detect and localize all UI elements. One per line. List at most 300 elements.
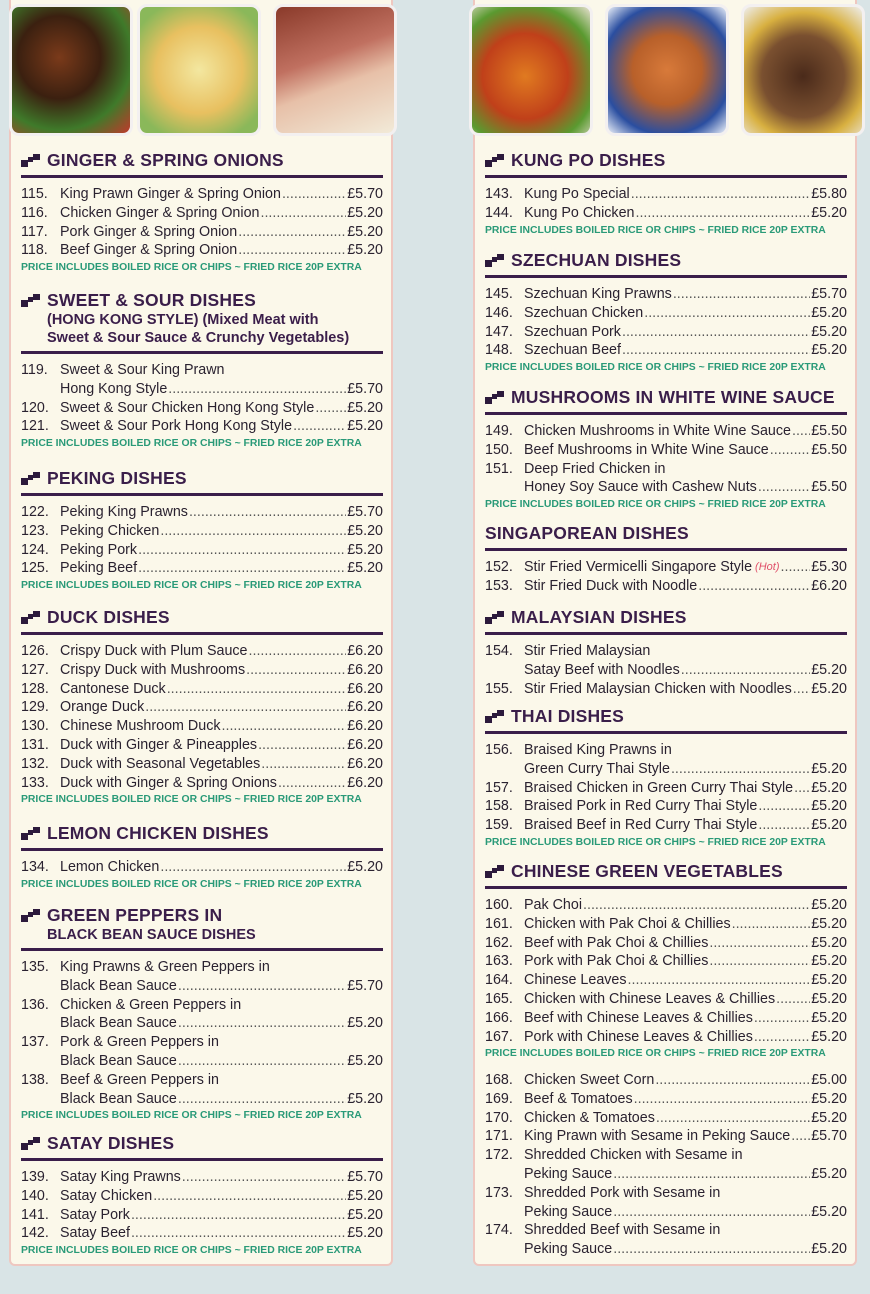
dot-leader [793, 680, 810, 699]
menu-item [485, 1184, 847, 1203]
item-price: £5.20 [347, 560, 383, 577]
photo-sweet-sour [469, 4, 593, 136]
item-number: 161. [485, 915, 513, 932]
item-number: 119. [21, 362, 48, 378]
section-heading [485, 706, 847, 727]
menu-item [21, 417, 383, 436]
section-bullet-icon [21, 472, 41, 486]
menu-item [21, 1206, 383, 1225]
item-name: Pork & Green Peppers in [60, 1034, 219, 1051]
item-number: 149. [485, 423, 513, 439]
item-price: £6.20 [347, 774, 383, 791]
item-name: Kung Po Chicken [524, 204, 635, 221]
menu-section [21, 823, 383, 893]
price-note: PRICE INCLUDES BOILED RICE OR CHIPS ~ FRIED RICE 20P EXTRA [21, 580, 362, 592]
item-number: 162. [485, 934, 513, 951]
item-number: 154. [485, 643, 513, 659]
dot-leader [145, 698, 346, 717]
menu-item [21, 755, 383, 774]
item-price: £5.20 [811, 342, 847, 359]
photo-beef-vegetables [741, 4, 865, 136]
menu-item [485, 422, 847, 441]
menu-item [21, 223, 383, 242]
dot-leader [634, 1090, 811, 1109]
item-name: Cantonese Duck [60, 680, 166, 697]
menu-item [21, 241, 383, 260]
item-name: Chinese Leaves [524, 972, 627, 989]
item-price: £5.20 [347, 1206, 383, 1223]
section-bullet-icon [485, 154, 505, 168]
dot-leader [754, 1009, 810, 1028]
item-name: Sweet & Sour Pork Hong Kong Style [60, 418, 293, 435]
item-name: Lemon Chicken [60, 859, 160, 875]
item-price: £5.70 [347, 186, 383, 202]
menu-section [485, 861, 847, 1062]
menu-item [485, 204, 847, 223]
item-name: Black Bean Sauce [60, 977, 177, 994]
item-name: Beef Mushrooms in White Wine Sauce [524, 441, 769, 458]
dot-leader [792, 422, 810, 441]
photo-fried-chicken [605, 4, 729, 136]
item-number: 144. [485, 204, 513, 221]
dot-leader [631, 185, 811, 204]
item-name: Chicken Mushrooms in White Wine Sauce [524, 423, 791, 439]
item-name: Peking Sauce [524, 1203, 613, 1220]
item-price: £5.70 [347, 504, 383, 520]
item-price: £5.20 [347, 204, 383, 221]
item-number: 146. [485, 304, 513, 321]
item-number: 127. [21, 661, 49, 678]
item-number: 148. [485, 342, 513, 359]
item-name: Sweet & Sour King Prawn [60, 362, 225, 378]
item-name: Peking Sauce [524, 1241, 613, 1258]
item-name: Peking Pork [60, 541, 138, 558]
item-name: Pork with Pak Choi & Chillies [524, 953, 709, 970]
item-price: £5.20 [811, 817, 847, 834]
item-number [21, 380, 60, 399]
item-price: £5.20 [811, 990, 847, 1007]
section-heading [21, 905, 383, 926]
dot-leader [671, 760, 810, 779]
item-number: 166. [485, 1009, 513, 1026]
menu-item [485, 478, 847, 497]
menu-item [21, 503, 383, 522]
item-name: Stir Fried Duck with Noodle [524, 577, 698, 594]
item-name: Beef & Tomatoes [524, 1090, 633, 1107]
item-price: £6.20 [347, 643, 383, 659]
section-divider [21, 351, 383, 354]
price-note: PRICE INCLUDES BOILED RICE OR CHIPS ~ FRIED RICE 20P EXTRA [21, 794, 362, 806]
item-number [485, 1240, 524, 1259]
section-title: SATAY DISHES [47, 1133, 175, 1153]
item-price: £6.20 [811, 577, 847, 594]
item-number: 153. [485, 577, 513, 594]
item-price: £5.70 [347, 380, 383, 397]
menu-item [485, 1146, 847, 1165]
section-heading [485, 150, 847, 171]
menu-section [21, 150, 383, 276]
price-note: PRICE INCLUDES BOILED RICE OR CHIPS ~ FRIED RICE 20P EXTRA [485, 1048, 826, 1060]
item-name: Szechuan Pork [524, 323, 621, 340]
item-number: 130. [21, 718, 49, 735]
menu-item [21, 559, 383, 578]
item-name: Chicken with Chinese Leaves & Chillies [524, 990, 776, 1007]
menu-item [485, 1109, 847, 1128]
price-note: PRICE INCLUDES BOILED RICE OR CHIPS ~ FRIED RICE 20P EXTRA [21, 878, 362, 890]
menu-item [485, 1165, 847, 1184]
menu-item [485, 1127, 847, 1146]
dot-leader [260, 204, 346, 223]
section-heading [485, 387, 847, 408]
section-title: GINGER & SPRING ONIONS [47, 150, 284, 170]
menu-item [21, 680, 383, 699]
section-heading [21, 468, 383, 489]
item-number [485, 478, 524, 497]
menu-section [21, 1133, 383, 1259]
item-number: 118. [21, 242, 48, 259]
item-price: £5.20 [811, 1165, 847, 1182]
dot-leader [168, 380, 346, 399]
menu-item [485, 741, 847, 760]
menu-item [485, 441, 847, 460]
dot-leader [791, 1127, 810, 1146]
item-number: 145. [485, 286, 513, 302]
section-title: PEKING DISHES [47, 468, 187, 488]
section-bullet-icon [485, 865, 505, 879]
menu-item [485, 1203, 847, 1222]
item-price: £5.20 [811, 1028, 847, 1045]
dot-leader [167, 680, 347, 699]
item-price: £5.20 [811, 304, 847, 321]
menu-item [485, 952, 847, 971]
item-price: £5.20 [347, 1090, 383, 1107]
menu-item [485, 1028, 847, 1047]
item-name: Green Curry Thai Style [524, 760, 670, 777]
dot-leader [182, 1168, 346, 1187]
item-name: Black Bean Sauce [60, 1015, 177, 1032]
menu-item [21, 958, 383, 977]
menu-item [21, 185, 383, 204]
section-bullet-icon [485, 710, 505, 724]
item-number: 140. [21, 1187, 49, 1204]
menu-item [485, 577, 847, 596]
section-heading [21, 607, 383, 628]
item-number: 156. [485, 742, 513, 758]
item-name: Chicken & Green Peppers in [60, 996, 242, 1013]
dot-leader [656, 1109, 810, 1128]
item-number: 165. [485, 990, 513, 1007]
item-price: £5.20 [811, 1090, 847, 1107]
section-divider [21, 632, 383, 635]
section-title: SINGAPOREAN DISHES [485, 523, 689, 543]
menu-section [485, 250, 847, 376]
menu-item [485, 680, 847, 699]
item-price: £5.20 [347, 1187, 383, 1204]
menu-item [485, 990, 847, 1009]
item-number: 159. [485, 817, 513, 834]
section-subtitle: (HONG KONG STYLE) (Mixed Meat with [47, 312, 319, 328]
dot-leader [249, 642, 347, 661]
item-name: Peking Beef [60, 560, 138, 577]
section-divider [21, 948, 383, 951]
item-number: 152. [485, 559, 513, 575]
section-heading [485, 861, 847, 882]
menu-item [21, 361, 383, 380]
item-number: 115. [21, 186, 48, 202]
price-note: PRICE INCLUDES BOILED RICE OR CHIPS ~ FRIED RICE 20P EXTRA [21, 1110, 362, 1122]
dot-leader [178, 977, 346, 996]
menu-item [485, 779, 847, 798]
section-divider [21, 1158, 383, 1161]
section-bullet-icon [21, 611, 41, 625]
price-note: PRICE INCLUDES BOILED RICE OR CHIPS ~ FRIED RICE 20P EXTRA [485, 362, 826, 374]
dot-leader [238, 241, 346, 260]
menu-item [485, 915, 847, 934]
item-name: Satay Pork [60, 1206, 130, 1223]
dot-leader [278, 774, 346, 793]
menu-section [485, 706, 847, 851]
section-subtitle: BLACK BEAN SAUCE DISHES [47, 927, 256, 943]
menu-item [21, 977, 383, 996]
item-number [21, 977, 60, 996]
dot-leader [732, 915, 811, 934]
item-number: 124. [21, 541, 49, 558]
section-title: DUCK DISHES [47, 607, 170, 627]
item-price: £6.20 [347, 699, 383, 716]
menu-section [485, 523, 847, 596]
item-number: 117. [21, 223, 48, 240]
dot-leader [758, 797, 810, 816]
item-number: 122. [21, 504, 49, 520]
item-name: Braised Beef in Red Curry Thai Style [524, 817, 758, 834]
dot-leader [613, 1203, 810, 1222]
dot-leader [754, 1028, 810, 1047]
dot-leader [776, 990, 810, 1009]
item-price: £5.20 [347, 399, 383, 416]
item-name: Shredded Pork with Sesame in [524, 1184, 721, 1201]
menu-item [21, 1224, 383, 1243]
item-number: 164. [485, 972, 513, 989]
item-number: 135. [21, 959, 49, 975]
photo-peking-duck [273, 4, 397, 136]
item-number: 132. [21, 755, 49, 772]
item-name: Orange Duck [60, 699, 145, 716]
menu-item [485, 934, 847, 953]
dot-leader [673, 285, 810, 304]
section-bullet-icon [21, 294, 41, 308]
item-price: £6.20 [347, 661, 383, 678]
menu-item [485, 341, 847, 360]
dot-leader [153, 1187, 346, 1206]
section-bullet-icon [21, 827, 41, 841]
item-price: £5.20 [811, 1009, 847, 1026]
menu-item [485, 642, 847, 661]
item-number: 143. [485, 186, 513, 202]
item-price: £5.20 [811, 953, 847, 970]
menu-item [485, 816, 847, 835]
item-name: Pork with Chinese Leaves & Chillies [524, 1028, 753, 1045]
item-price: £5.00 [811, 1072, 847, 1088]
item-number: 160. [485, 897, 513, 913]
dot-leader [709, 952, 810, 971]
menu-item [21, 698, 383, 717]
item-price: £5.20 [811, 798, 847, 815]
item-price: £5.70 [811, 286, 847, 302]
item-number: 128. [21, 680, 49, 697]
item-name: Kung Po Special [524, 186, 630, 202]
menu-item [21, 1071, 383, 1090]
dot-leader [622, 341, 810, 360]
section-heading [485, 607, 847, 628]
item-price: £5.20 [347, 418, 383, 435]
item-name: Peking Chicken [60, 522, 160, 539]
item-number: 116. [21, 204, 48, 221]
menu-item [21, 204, 383, 223]
menu-item [21, 1090, 383, 1109]
item-name: Peking King Prawns [60, 504, 188, 520]
item-price: £5.20 [811, 661, 847, 678]
item-name: Beef with Pak Choi & Chillies [524, 934, 709, 951]
item-number: 126. [21, 643, 49, 659]
dot-leader [138, 559, 346, 578]
menu-item [485, 1009, 847, 1028]
price-note: PRICE INCLUDES BOILED RICE OR CHIPS ~ FRIED RICE 20P EXTRA [485, 836, 826, 848]
item-name: King Prawn with Sesame in Peking Sauce [524, 1128, 791, 1145]
menu-item [485, 323, 847, 342]
item-number: 147. [485, 323, 513, 340]
item-price: £5.20 [347, 522, 383, 539]
section-heading [21, 150, 383, 171]
section-title: SWEET & SOUR DISHES [47, 290, 256, 310]
item-number: 134. [21, 859, 49, 875]
section-divider [485, 731, 847, 734]
menu-page-left [9, 0, 393, 1266]
item-name: Duck with Seasonal Vegetables [60, 755, 261, 772]
item-number: 150. [485, 441, 513, 458]
item-price: £5.70 [347, 977, 383, 994]
item-name: Beef & Green Peppers in [60, 1071, 219, 1088]
item-name: Crispy Duck with Mushrooms [60, 661, 246, 678]
item-number: 174. [485, 1222, 513, 1239]
item-number: 173. [485, 1184, 513, 1201]
item-number: 123. [21, 522, 49, 539]
item-name: Sweet & Sour Chicken Hong Kong Style [60, 399, 315, 416]
menu-item [21, 717, 383, 736]
menu-item [485, 760, 847, 779]
item-price: £5.20 [347, 242, 383, 259]
item-number: 155. [485, 680, 513, 697]
price-note: PRICE INCLUDES BOILED RICE OR CHIPS ~ FRIED RICE 20P EXTRA [485, 499, 826, 511]
item-price: £6.20 [347, 755, 383, 772]
dot-leader [628, 971, 811, 990]
menu-item [485, 558, 847, 577]
item-name: Crispy Duck with Plum Sauce [60, 643, 248, 659]
item-number: 133. [21, 774, 49, 791]
section-title: MUSHROOMS IN WHITE WINE SAUCE [511, 387, 835, 407]
item-name: Shredded Chicken with Sesame in [524, 1147, 743, 1164]
item-price: £6.20 [347, 718, 383, 735]
item-price: £5.20 [811, 779, 847, 796]
dot-leader [160, 522, 346, 541]
section-divider [485, 275, 847, 278]
menu-item [485, 661, 847, 680]
price-note: PRICE INCLUDES BOILED RICE OR CHIPS ~ FRIED RICE 20P EXTRA [21, 1245, 362, 1257]
menu-item [21, 1052, 383, 1071]
item-price: £5.50 [811, 423, 847, 439]
item-number: 125. [21, 560, 49, 577]
item-name: Chicken Ginger & Spring Onion [60, 204, 260, 221]
item-name: King Prawns & Green Peppers in [60, 959, 270, 975]
item-name: Szechuan King Prawns [524, 286, 672, 302]
price-note: PRICE INCLUDES BOILED RICE OR CHIPS ~ FRIED RICE 20P EXTRA [21, 262, 362, 274]
item-number: 167. [485, 1028, 513, 1045]
item-name: Duck with Ginger & Spring Onions [60, 774, 277, 791]
menu-section [485, 150, 847, 239]
item-price: £5.20 [811, 323, 847, 340]
dot-leader [282, 185, 346, 204]
menu-section [21, 468, 383, 594]
item-name: Braised Pork in Red Curry Thai Style [524, 798, 758, 815]
item-name: Hong Kong Style [60, 380, 168, 397]
menu-item [485, 185, 847, 204]
menu-item [485, 1240, 847, 1259]
item-number: 157. [485, 779, 513, 796]
dot-leader [622, 323, 810, 342]
item-name: Satay Beef with Noodles [524, 661, 680, 678]
dot-leader [261, 755, 346, 774]
section-divider [485, 548, 847, 551]
menu-item [485, 460, 847, 479]
item-name: Stir Fried Malaysian [524, 643, 651, 659]
menu-section [21, 607, 383, 808]
item-price: £5.20 [347, 859, 383, 875]
item-name: Deep Fried Chicken in [524, 460, 666, 477]
dot-leader [613, 1240, 810, 1259]
item-price: £5.70 [811, 1128, 847, 1145]
item-price: £5.20 [347, 223, 383, 240]
item-number: 120. [21, 399, 49, 416]
menu-item [21, 996, 383, 1015]
menu-item [21, 661, 383, 680]
section-title: CHINESE GREEN VEGETABLES [511, 861, 783, 881]
item-number: 142. [21, 1225, 49, 1242]
item-number: 136. [21, 996, 49, 1013]
item-number: 131. [21, 736, 49, 753]
photo-ginger-beef [9, 4, 133, 136]
menu-item [485, 1090, 847, 1109]
item-name: Shredded Beef with Sesame in [524, 1222, 721, 1239]
menu-item [485, 1221, 847, 1240]
dot-leader [644, 304, 810, 323]
menu-item [21, 1014, 383, 1033]
menu-item [485, 304, 847, 323]
item-name: Black Bean Sauce [60, 1090, 177, 1107]
dot-leader [222, 717, 347, 736]
section-heading [485, 523, 847, 544]
item-price: £5.20 [347, 1052, 383, 1069]
section-divider [485, 175, 847, 178]
item-name: Chinese Mushroom Duck [60, 718, 221, 735]
menu-item [485, 285, 847, 304]
item-number [485, 661, 524, 680]
item-name: Beef Ginger & Spring Onion [60, 242, 238, 259]
section-heading [21, 1133, 383, 1154]
item-number: 168. [485, 1072, 513, 1088]
dot-leader [655, 1071, 810, 1090]
section-bullet-icon [21, 154, 41, 168]
hot-label: (Hot) [755, 561, 780, 573]
item-number [485, 760, 524, 779]
